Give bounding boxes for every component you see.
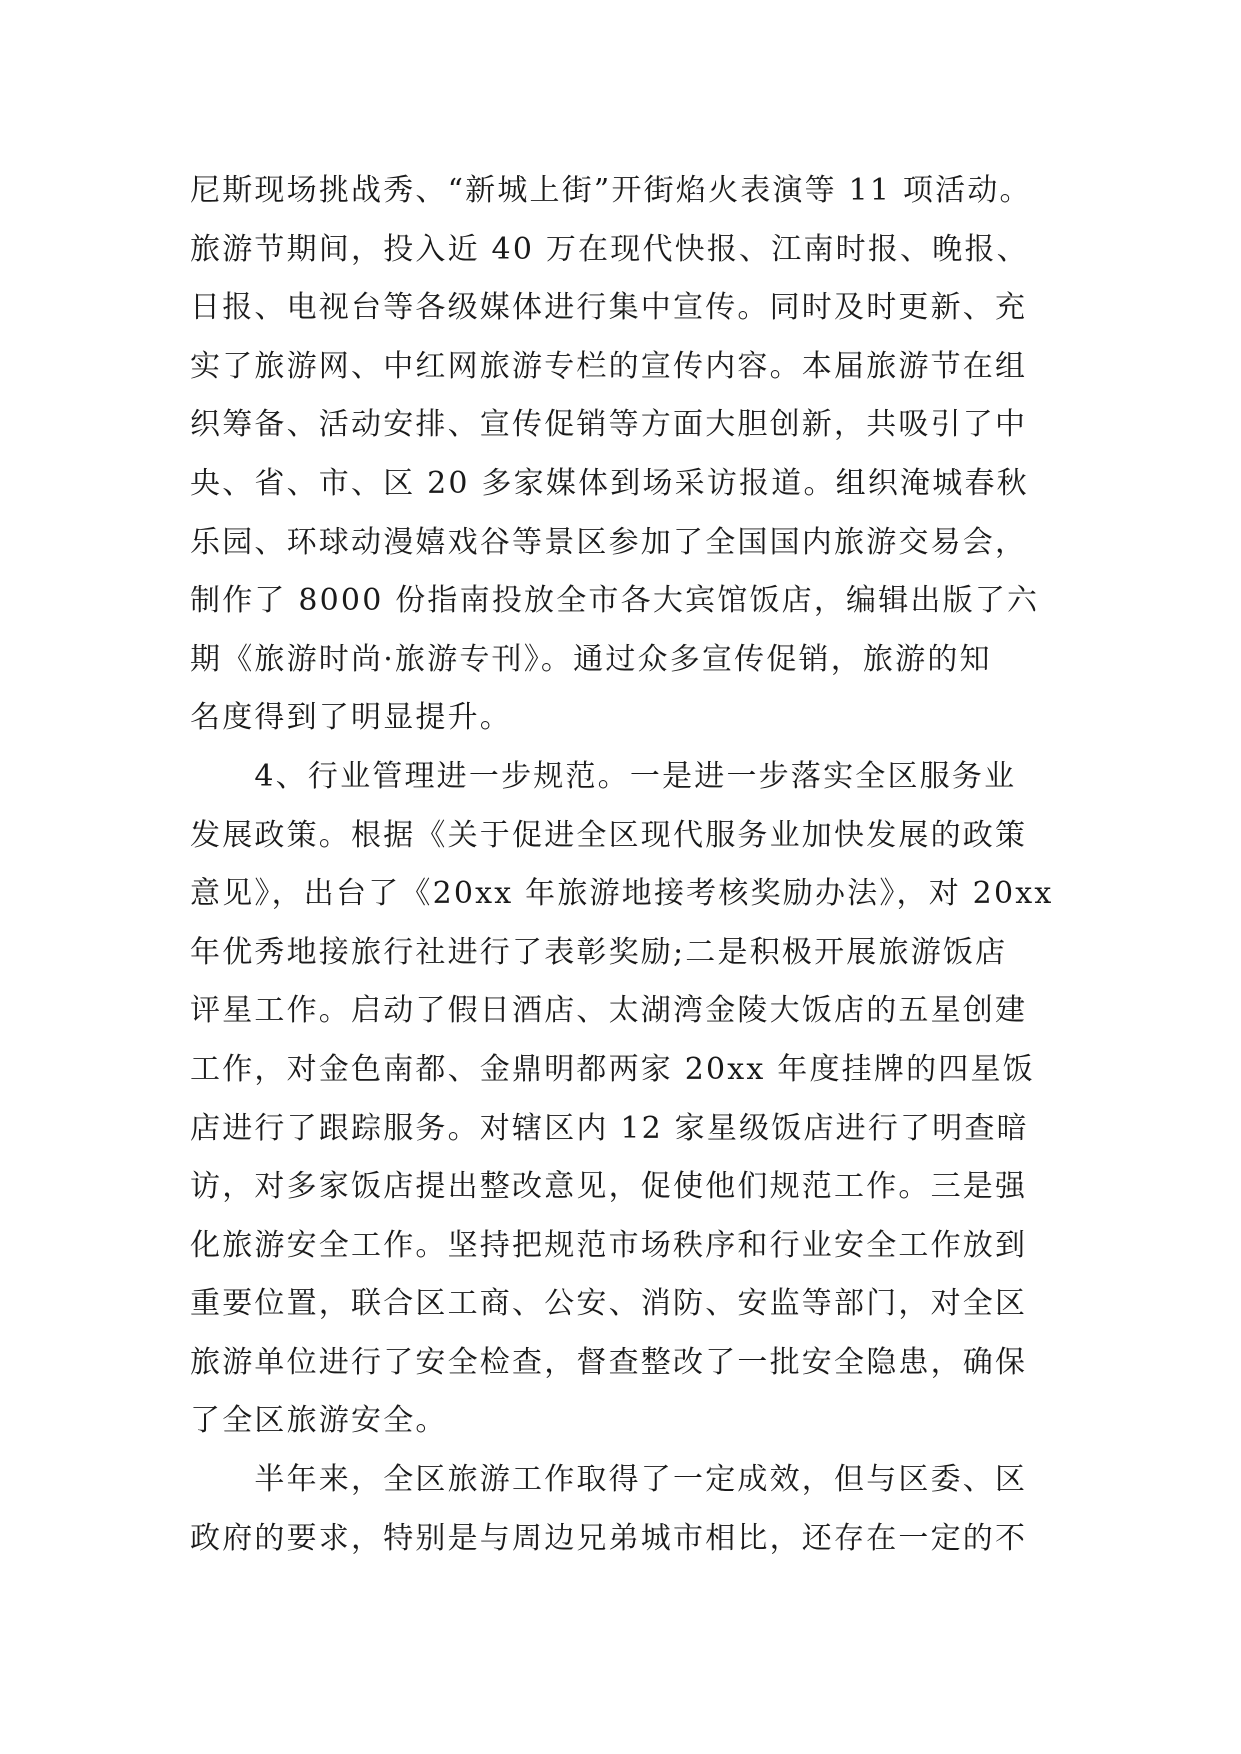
paragraph-start-line: 4、行业管理进一步规范。一是进一步落实全区服务业: [190, 758, 1017, 794]
text-line: 工作，对金色南都、金鼎明都两家 20xx 年度挂牌的四星饭: [190, 1051, 1035, 1087]
text-line: 访，对多家饭店提出整改意见，促使他们规范工作。三是强: [190, 1169, 1028, 1205]
text-line: 店进行了跟踪服务。对辖区内 12 家星级饭店进行了明查暗: [190, 1110, 1029, 1146]
text-line: 旅游节期间，投入近 40 万在现代快报、江南时报、晚报、: [190, 231, 1029, 267]
text-line: 旅游单位进行了安全检查，督查整改了一批安全隐患，确保: [190, 1344, 1028, 1380]
text-line: 了全区旅游安全。: [190, 1403, 448, 1439]
text-line: 化旅游安全工作。坚持把规范市场秩序和行业安全工作放到: [190, 1227, 1028, 1263]
text-line: 意见》，出台了《20xx 年旅游地接考核奖励办法》，对 20xx: [190, 876, 1054, 912]
text-line: 政府的要求，特别是与周边兄弟城市相比，还存在一定的不: [190, 1520, 1028, 1556]
text-line: 年优秀地接旅行社进行了表彰奖励;二是积极开展旅游饭店: [190, 934, 1008, 970]
text-line: 名度得到了明显提升。: [190, 700, 512, 736]
paragraph-start-line: 半年来，全区旅游工作取得了一定成效，但与区委、区: [190, 1462, 1028, 1498]
text-line: 织筹备、活动安排、宣传促销等方面大胆创新，共吸引了中: [190, 407, 1028, 443]
text-line: 评星工作。启动了假日酒店、太湖湾金陵大饭店的五星创建: [190, 993, 1028, 1029]
text-line: 重要位置，联合区工商、公安、消防、安监等部门，对全区: [190, 1286, 1028, 1322]
text-line: 期《旅游时尚·旅游专刊》。通过众多宣传促销，旅游的知: [190, 641, 992, 677]
text-line: 实了旅游网、中红网旅游专栏的宣传内容。本届旅游节在组: [190, 348, 1028, 384]
body-text: [190, 162, 1070, 1568]
text-line: 制作了 8000 份指南投放全市各大宾馆饭店，编辑出版了六: [190, 583, 1040, 619]
text-line: 乐园、环球动漫嬉戏谷等景区参加了全国国内旅游交易会，: [190, 524, 1028, 560]
text-line: 日报、电视台等各级媒体进行集中宣传。同时及时更新、充: [190, 290, 1028, 326]
text-line: 发展政策。根据《关于促进全区现代服务业加快发展的政策: [190, 817, 1028, 853]
text-line: 央、省、市、区 20 多家媒体到场采访报道。组织淹城春秋: [190, 465, 1029, 501]
text-line: 尼斯现场挑战秀、“新城上街”开街焰火表演等 11 项活动。: [190, 173, 1032, 208]
